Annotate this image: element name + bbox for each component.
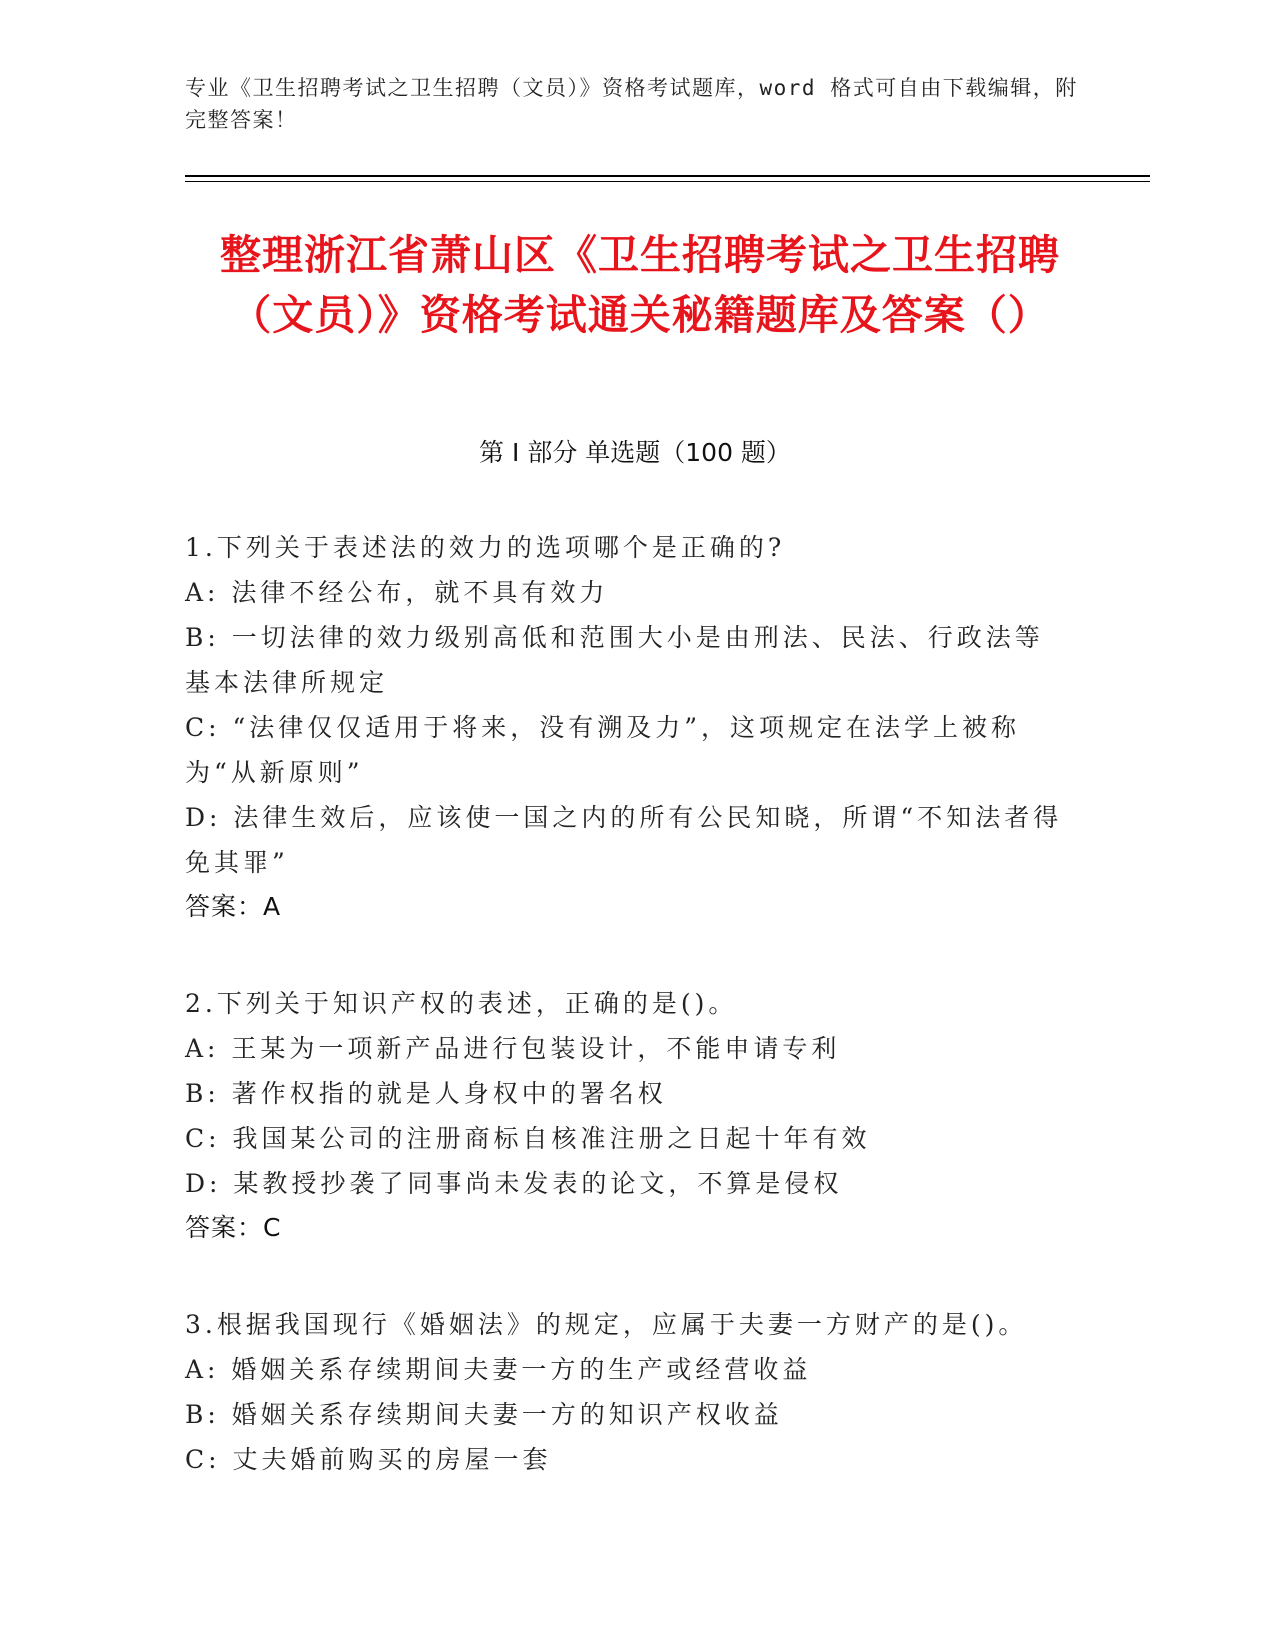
option-c: C: “法律仅仅适用于将来，没有溯及力”，这项规定在法学上被称为“从新原则” <box>185 713 1021 787</box>
option-a: A: 婚姻关系存续期间夫妻一方的生产或经营收益 <box>185 1355 812 1384</box>
header-divider-thin <box>185 181 1150 182</box>
option-b: B: 一切法律的效力级别高低和范围大小是由刑法、民法、行政法等基本法律所规定 <box>185 623 1044 697</box>
answer: 答案：C <box>185 1213 282 1242</box>
header-note: 专业《卫生招聘考试之卫生招聘（文员）》资格考试题库，word 格式可自由下载编辑，附完整答案！ <box>185 76 1078 132</box>
question-1 <box>185 525 1065 929</box>
header-divider-thick <box>185 175 1150 177</box>
option-d: D: 某教授抄袭了同事尚未发表的论文，不算是侵权 <box>185 1169 843 1198</box>
question-2 <box>185 981 1065 1250</box>
answer: 答案：A <box>185 892 282 921</box>
section-heading: 第 I 部分 单选题（100 题） <box>479 438 791 467</box>
option-a: A: 法律不经公布，就不具有效力 <box>185 578 609 607</box>
option-b: B: 婚姻关系存续期间夫妻一方的知识产权收益 <box>185 1400 783 1429</box>
question-stem: 1.下列关于表述法的效力的选项哪个是正确的? <box>185 533 786 562</box>
option-c: C: 我国某公司的注册商标自核准注册之日起十年有效 <box>185 1124 871 1153</box>
question-stem: 3.根据我国现行《婚姻法》的规定，应属于夫妻一方财产的是()。 <box>185 1310 1028 1339</box>
question-list <box>185 525 1065 1534</box>
document-title: 整理浙江省萧山区《卫生招聘考试之卫生招聘（文员）》资格考试通关秘籍题库及答案（） <box>220 231 1060 339</box>
question-3 <box>185 1302 1065 1482</box>
option-b: B: 著作权指的就是人身权中的署名权 <box>185 1079 667 1108</box>
option-a: A: 王某为一项新产品进行包装设计，不能申请专利 <box>185 1034 841 1063</box>
question-stem: 2.下列关于知识产权的表述，正确的是()。 <box>185 989 738 1018</box>
option-d: D: 法律生效后，应该使一国之内的所有公民知晓，所谓“不知法者得免其罪” <box>185 803 1063 877</box>
option-c: C: 丈夫婚前购买的房屋一套 <box>185 1445 552 1474</box>
